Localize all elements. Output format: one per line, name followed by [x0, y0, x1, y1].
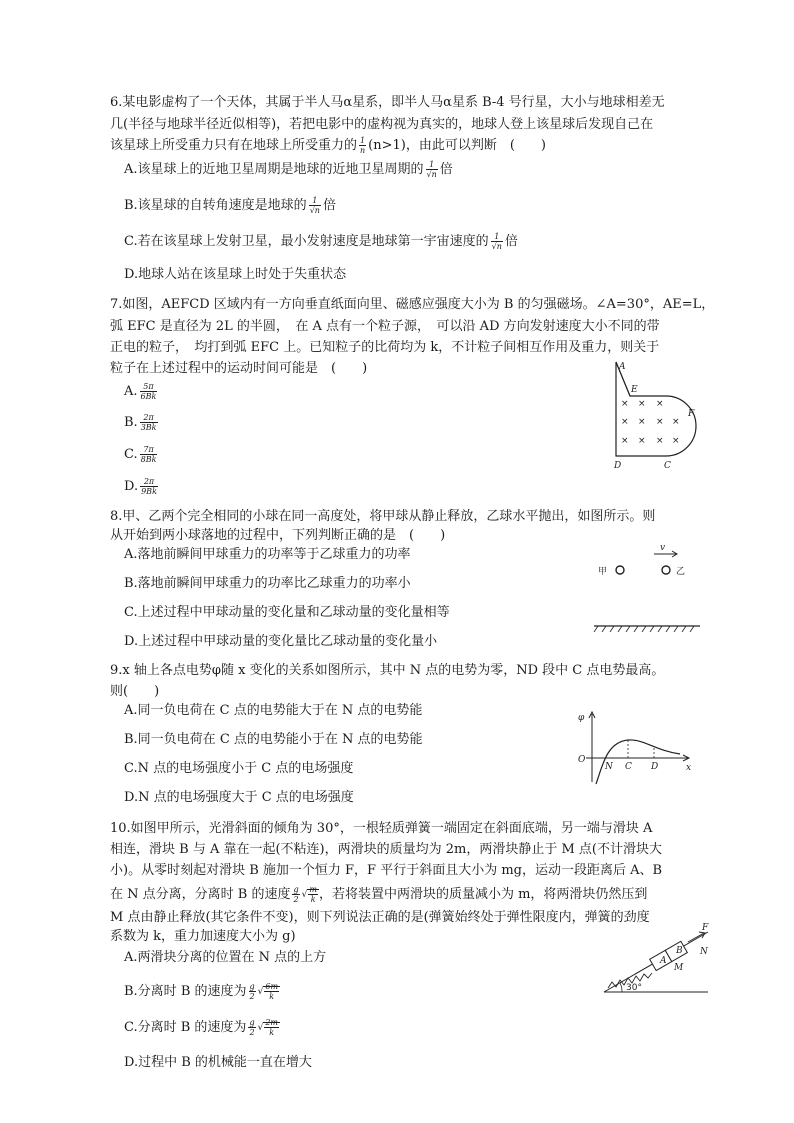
q10-coef-num: g — [293, 885, 299, 894]
q7-line-1: 7.如图，AEFCD 区域内有一方向垂直纸面向里、磁感应强度大小为 B 的匀强磁场。∠A=30°，AE=L， — [110, 297, 715, 312]
q10-option-b-rad-num: 6m — [265, 982, 279, 991]
q6-option-c-tail: 倍 — [504, 234, 518, 249]
q9-figure-potential-graph — [572, 708, 696, 788]
q7-fig-x: × — [656, 399, 664, 409]
q7-fig-label-e: E — [631, 385, 638, 395]
q6-line-3-tail: (n>1)，由此可以判断 ( ) — [368, 138, 546, 153]
q6-fraction-num: 1 — [360, 136, 366, 145]
q10-fig-label-angle: 30° — [626, 983, 642, 993]
q10-option-b-text: B.分离时 B 的速度为 — [124, 984, 247, 999]
q10-rad-num: m — [309, 885, 317, 894]
q6-option-b — [124, 196, 336, 215]
q10-option-c-coef-den: 2 — [249, 1028, 255, 1037]
q10-option-b-sqrt: √ $\frac{6m}{k}$ — [257, 982, 279, 1001]
q10-option-b — [124, 982, 280, 1001]
q10-rad-den: k — [310, 895, 316, 904]
q6-line-3-text: 该星球上所受重力只有在地球上所受重力的 — [110, 138, 358, 153]
q6-option-b-den: √n — [309, 206, 320, 215]
q8-option-b: B.落地前瞬间甲球重力的功率比乙球重力的功率小 — [124, 576, 411, 591]
q6-option-a — [124, 160, 453, 179]
q10-option-b-rad-den: k — [269, 992, 275, 1001]
q6-option-b-text: B.该星球的自转角速度是地球的 — [124, 198, 307, 213]
q7-fig-label-c: C — [664, 461, 671, 471]
q6-option-c-frac — [491, 232, 503, 251]
q10-fig-label-b: B — [676, 946, 683, 956]
q10-line-6: 系数为 k，重力加速度大小为 g) — [110, 929, 296, 944]
q10-fig-label-a: A — [660, 956, 667, 966]
q10-fig-label-m: M — [674, 963, 684, 973]
q8-option-a: A.落地前瞬间甲球重力的功率等于乙球重力的功率 — [124, 547, 411, 562]
q10-line-4-text: 在 N 点分离，分离时 B 的速度 — [110, 887, 291, 902]
q6-option-a-num: 1 — [426, 160, 438, 170]
q7-fig-x: × — [672, 417, 680, 427]
q10-option-c-text: C.分离时 B 的速度为 — [124, 1020, 247, 1035]
q8-option-d: D.上述过程中甲球动量的变化量比乙球动量的变化量小 — [124, 634, 438, 649]
q7-option-c-den: 8Bk — [140, 455, 157, 464]
q8-figure-two-balls — [592, 540, 702, 635]
q7-figure-magnetic-region — [606, 358, 706, 473]
q8-line-1: 8.甲、乙两个完全相同的小球在同一高度处，将甲球从静止释放，乙球水平抛出，如图所示。则 — [110, 509, 656, 524]
q6-option-c-den: √n — [491, 242, 502, 251]
q7-option-c-frac — [140, 445, 158, 464]
q10-line-4 — [110, 885, 647, 904]
q7-option-b-frac — [140, 413, 158, 432]
force-arrow-icon — [688, 933, 704, 942]
q8-fig-label-jia: 甲 — [598, 567, 608, 577]
q7-fig-x: × — [656, 436, 664, 446]
q10-option-c — [124, 1018, 280, 1037]
q10-coef-den: 2 — [293, 895, 299, 904]
q10-option-d: D.过程中 B 的机械能一直在增大 — [124, 1055, 312, 1070]
q6-option-d: D.地球人站在该星球上时处于失重状态 — [124, 267, 347, 282]
q9-fig-label-o: O — [578, 755, 586, 765]
q10-option-c-rad-den: k — [269, 1028, 275, 1037]
q7-option-c-label: C. — [124, 447, 138, 462]
q7-line-3: 正电的粒子， 均打到弧 EFC 上。已知粒子的比荷均为 k，不计粒子间相互作用及重力，则关于 — [110, 340, 660, 355]
q6-line-2: 几(半径与地球半径近似相等)，若把电影中的虚构视为真实的，地球人登上该星球后发现自己在 — [110, 117, 654, 132]
q6-fraction — [359, 136, 366, 155]
q6-option-a-frac — [426, 160, 438, 179]
q7-option-d — [124, 477, 160, 496]
q7-fig-x: × — [621, 399, 629, 409]
q7-fig-x: × — [621, 436, 629, 446]
q7-option-b-label: B. — [124, 415, 138, 430]
q6-line-1: 6.某电影虚构了一个天体，其属于半人马α星系，即半人马α星系 B-4 号行星，大小与地球相差无 — [110, 95, 665, 110]
q7-fig-label-f: F — [688, 409, 695, 419]
q7-option-d-frac — [140, 477, 158, 496]
q7-option-d-num: 2π — [140, 477, 158, 487]
q10-option-a: A.两滑块分离的位置在 N 点的上方 — [124, 950, 327, 965]
q7-fig-label-a: A — [619, 362, 626, 372]
q10-option-c-coef-num: g — [249, 1018, 255, 1027]
q6-option-a-text: A.该星球上的近地卫星周期是地球的近地卫星周期的 — [124, 162, 424, 177]
q7-fig-x: × — [656, 417, 664, 427]
q8-fig-label-v: v — [660, 543, 666, 553]
q7-option-a-den: 6Bk — [140, 392, 157, 401]
q7-fig-x: × — [638, 417, 646, 427]
q6-option-b-tail: 倍 — [322, 198, 336, 213]
q7-option-a-label: A. — [124, 384, 138, 399]
q8-fig-label-yi: 乙 — [676, 567, 686, 577]
q7-fig-x: × — [672, 436, 680, 446]
q6-fraction-den: n — [360, 146, 366, 155]
q9-fig-label-phi: φ — [578, 713, 585, 723]
q10-option-c-rad-num: 2m — [265, 1018, 278, 1027]
q7-fig-x: × — [621, 417, 629, 427]
q10-option-c-coef — [248, 1018, 255, 1037]
q7-option-a — [124, 382, 159, 401]
q9-fig-label-c: C — [625, 762, 632, 772]
q10-line-3: 小)。从零时刻起对滑块 B 施加一个恒力 F，F 平行于斜面且大小为 mg，运动一段距离后 A、B — [110, 863, 663, 878]
q10-sqrt: √ $\frac{m}{k}$ — [301, 885, 317, 904]
q10-option-b-coef-den: 2 — [249, 992, 255, 1001]
q7-option-d-den: 9Bk — [141, 487, 157, 496]
q7-option-b-den: 3Bk — [140, 423, 157, 432]
q6-option-b-num: 1 — [309, 196, 321, 206]
q10-line-4-tail: ，若将装置中两滑块的质量减小为 m，将两滑块仍然压到 — [318, 887, 648, 902]
q10-line-5: M 点由静止释放(其它条件不变)，则下列说法正确的是(弹簧始终处于弹性限度内，弹簧的劲度 — [110, 910, 650, 925]
q8-option-c: C.上述过程中甲球动量的变化量和乙球动量的变化量相等 — [124, 605, 450, 620]
q7-option-a-frac — [140, 382, 158, 401]
q9-fig-label-x: x — [686, 763, 692, 773]
q9-line-1: 9.x 轴上各点电势φ随 x 变化的关系如图所示，其中 N 点的电势为零，ND 段中 C 点电势最高。 — [110, 663, 665, 678]
q7-option-b — [124, 413, 160, 432]
q10-option-b-coef — [249, 982, 256, 1001]
q10-line-2: 相连，滑块 B 与 A 靠在一起(不粘连)，两滑块的质量均为 2m，两滑块静止于 M 点(不计滑块大 — [110, 842, 662, 857]
q9-line-2: 则( ) — [110, 684, 160, 699]
q10-fig-label-n: N — [700, 947, 708, 957]
q6-option-b-frac — [309, 196, 321, 215]
q9-option-a: A.同一负电荷在 C 点的电势能大于在 N 点的电势能 — [124, 703, 423, 718]
q7-option-a-num: 5π — [140, 382, 158, 392]
q9-option-c: C.N 点的电场强度小于 C 点的电场强度 — [124, 761, 354, 776]
q7-fig-x: × — [638, 399, 646, 409]
q7-fig-label-d: D — [614, 461, 622, 471]
q7-option-c-num: 7π — [140, 445, 158, 455]
ball-yi-icon — [662, 566, 670, 574]
q7-fig-x: × — [638, 436, 646, 446]
q8-line-2: 从开始到两小球落地的过程中，下列判断正确的是 ( ) — [110, 528, 446, 543]
q10-option-c-sqrt: √ $\frac{2m}{k}$ — [257, 1018, 278, 1037]
q9-fig-label-n: N — [605, 762, 613, 772]
q10-figure-incline-spring — [596, 918, 714, 998]
q7-option-d-label: D. — [124, 479, 139, 494]
q10-option-b-coef-num: g — [249, 982, 255, 991]
q9-fig-label-d: D — [651, 762, 659, 772]
q6-option-c — [124, 232, 518, 251]
ball-jia-icon — [616, 566, 624, 574]
q7-option-b-num: 2π — [140, 413, 158, 423]
q10-fig-label-f: F — [702, 923, 709, 933]
q7-line-4: 粒子在上述过程中的运动时间可能是 ( ) — [110, 361, 368, 376]
q7-option-c — [124, 445, 159, 464]
q6-option-a-tail: 倍 — [439, 162, 453, 177]
q7-line-2: 弧 EFC 是直径为 2L 的半圆， 在 A 点有一个粒子源， 可以沿 AD 方向发射速度大小不同的带 — [110, 319, 660, 334]
q6-option-c-num: 1 — [491, 232, 503, 242]
q9-option-d: D.N 点的电场强度大于 C 点的电场强度 — [124, 790, 354, 805]
q10-coef — [292, 885, 299, 904]
q6-option-a-den: √n — [426, 170, 437, 179]
q6-option-c-text: C.若在该星球上发射卫星，最小发射速度是地球第一宇宙速度的 — [124, 234, 489, 249]
q6-line-3 — [110, 136, 546, 155]
q10-line-1: 10.如图甲所示，光滑斜面的倾角为 30°，一根轻质弹簧一端固定在斜面底端，另一端与滑块 A — [110, 821, 653, 836]
q9-option-b: B.同一负电荷在 C 点的电势能小于在 N 点的电势能 — [124, 732, 423, 747]
